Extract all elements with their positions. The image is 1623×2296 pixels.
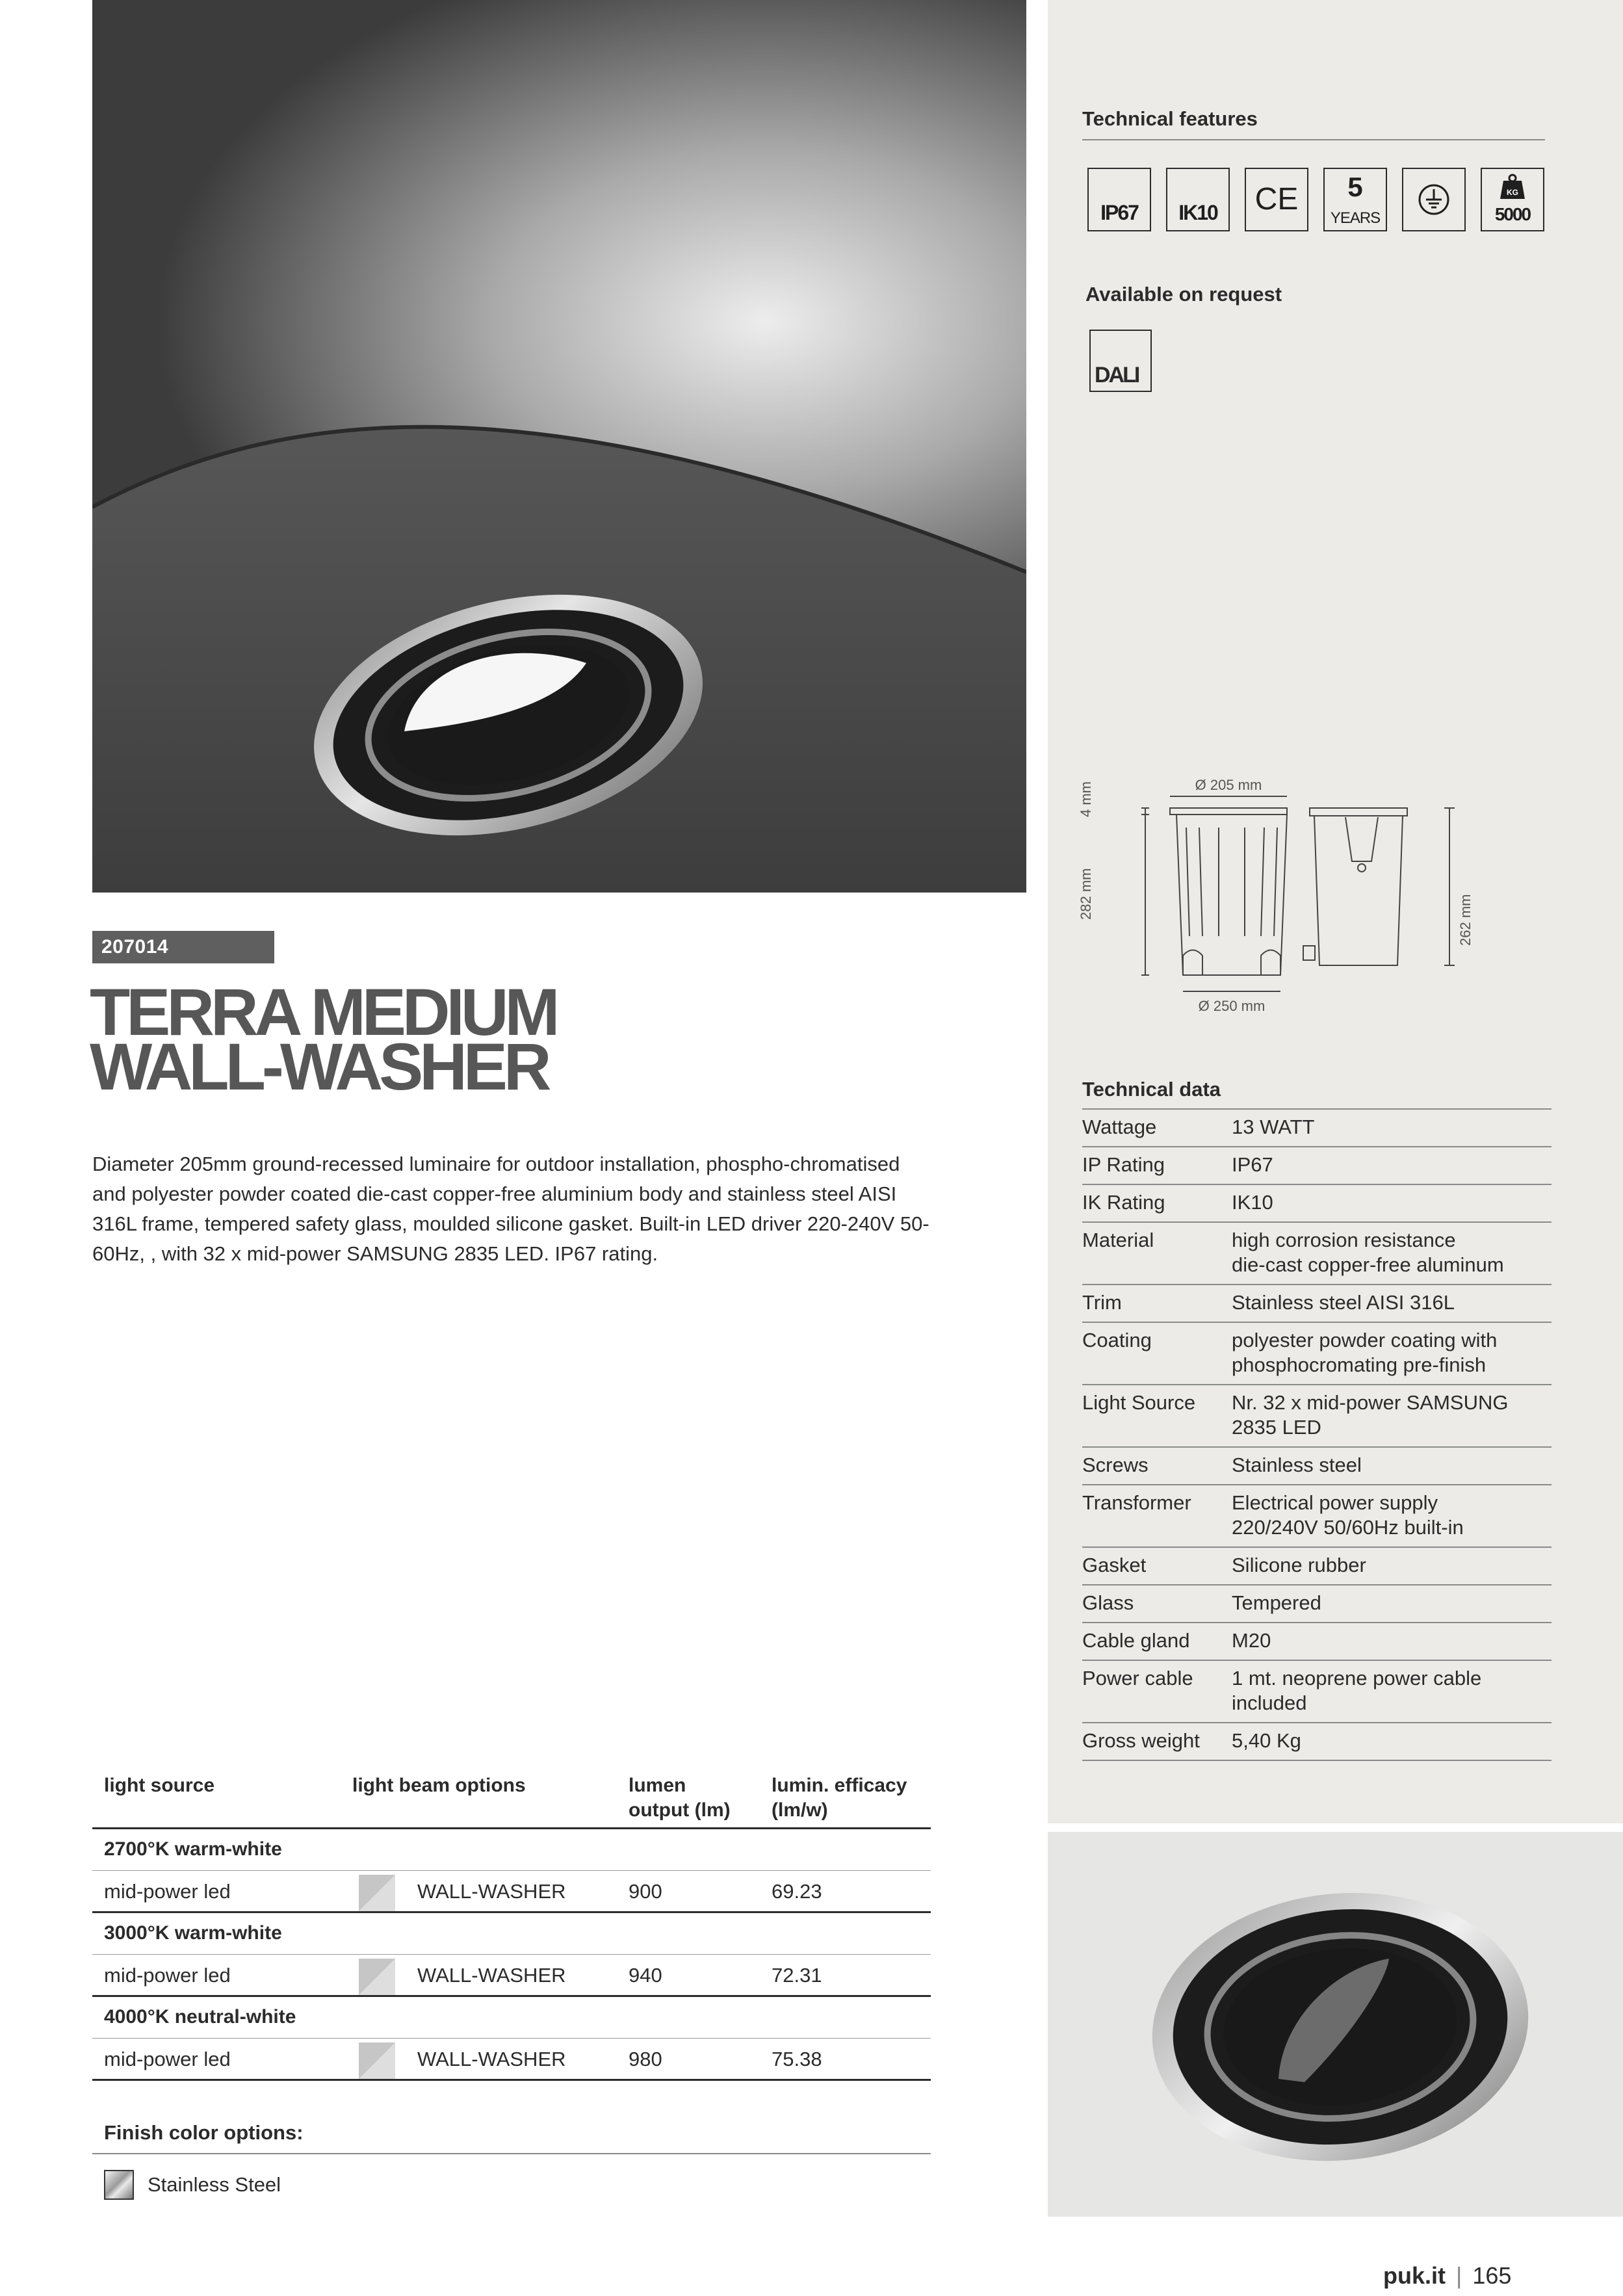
technical-data-table: [1082, 1108, 1552, 1761]
lumen-table-header: [92, 1767, 931, 1829]
header-lumen: lumen output (lm): [629, 1775, 731, 1821]
available-on-request-title: Available on request: [1085, 283, 1282, 306]
thumbnail-illustration: [1048, 1832, 1623, 2217]
warranty-icon: 5 YEARS: [1323, 168, 1387, 231]
finish-option-label: Stainless Steel: [148, 2173, 281, 2196]
technical-drawing: [1079, 770, 1495, 1017]
technical-data-row: Cable gland M20: [1082, 1622, 1552, 1660]
technical-data-row: IP Rating IP67: [1082, 1146, 1552, 1184]
technical-data-row: Trim Stainless steel AISI 316L: [1082, 1284, 1552, 1322]
technical-data-row: IK Rating IK10: [1082, 1184, 1552, 1221]
header-light-source: light source: [104, 1775, 215, 1796]
dim-frame-height: 4 mm: [1079, 781, 1094, 817]
table-row: mid-power led WALL-WASHER 980 75.38: [92, 2039, 931, 2081]
dim-body-height: 262 mm: [1457, 894, 1474, 946]
product-title-line-2: WALL-WASHER: [90, 1030, 548, 1104]
color-temperature-group: 3000°K warm-white: [92, 1913, 931, 1955]
dim-total-height: 282 mm: [1079, 868, 1094, 920]
stainless-steel-swatch: [104, 2170, 134, 2200]
page-number: 165: [1472, 2262, 1512, 2289]
finish-options-title: Finish color options:: [104, 2121, 304, 2144]
technical-data-row: Glass Tempered: [1082, 1584, 1552, 1622]
product-title: [90, 975, 556, 1104]
technical-data-row: Power cable 1 mt. neoprene power cable included: [1082, 1660, 1552, 1722]
dali-icon: DALI: [1089, 330, 1152, 392]
technical-features-title: Technical features: [1082, 107, 1258, 130]
color-temperature-group: 2700°K warm-white: [92, 1829, 931, 1871]
wall-washer-beam-icon: [359, 1875, 395, 1911]
luminaire-section-view: [1303, 808, 1455, 965]
color-temperature-group: 4000°K neutral-white: [92, 1997, 931, 2039]
ce-mark-icon: CE: [1245, 168, 1308, 231]
hero-photo-illustration: [92, 0, 1026, 893]
header-beam: light beam options: [352, 1775, 526, 1796]
technical-data-row: Wattage 13 WATT: [1082, 1108, 1552, 1146]
technical-data-row: Gross weight 5,40 Kg: [1082, 1722, 1552, 1761]
product-title-line-1: TERRA MEDIUM: [90, 975, 556, 1049]
technical-data-row: Coating polyester powder coating with phosphocromating pre-finish: [1082, 1322, 1552, 1384]
technical-data-row: Light Source Nr. 32 x mid-power SAMSUNG 2835 LED: [1082, 1384, 1552, 1446]
technical-data-row: Gasket Silicone rubber: [1082, 1546, 1552, 1584]
wall-washer-beam-icon: [359, 2042, 395, 2079]
technical-data-row: Material high corrosion resistance die-cast copper-free aluminum: [1082, 1221, 1552, 1284]
ik10-icon: IK10: [1166, 168, 1230, 231]
dim-top-diameter: Ø 205 mm: [1195, 777, 1262, 793]
table-row: mid-power led WALL-WASHER 900 69.23: [92, 1871, 931, 1913]
weight-kg-label: KG: [1507, 188, 1518, 197]
technical-data-row: Screws Stainless steel: [1082, 1446, 1552, 1484]
brand-link[interactable]: puk.it: [1383, 2262, 1446, 2289]
header-efficacy: lumin. efficacy (lm/w): [772, 1775, 907, 1821]
product-code-badge: 207014: [92, 931, 274, 963]
hero-product-photo: [92, 0, 1026, 893]
footer-separator: |: [1456, 2262, 1462, 2289]
table-row: mid-power led WALL-WASHER 940 72.31: [92, 1955, 931, 1997]
dim-bottom-diameter: Ø 250 mm: [1198, 998, 1266, 1014]
product-description: Diameter 205mm ground-recessed luminaire for outdoor installation, phospho-chromatised and polyester powder coated die-cast copper-free aluminium body and stainless steel AISI 316L frame, tempered safety glass, moulded silicone gasket. Built-in LED driver 220-240V 50-60Hz, , with 32 x mid-power SAMSUNG 2835 LED. IP67 rating.: [92, 1153, 929, 1265]
technical-data-title: Technical data: [1082, 1078, 1221, 1101]
technical-data-row: Transformer Electrical power supply 220/240V 50/60Hz built-in: [1082, 1484, 1552, 1546]
ip67-icon: IP67: [1087, 168, 1151, 231]
lumen-output-table: [92, 1767, 931, 2081]
page-footer: [1383, 2262, 1511, 2289]
weight-load-icon: KG 5000: [1481, 168, 1544, 231]
section-divider: [92, 2153, 931, 2154]
wall-washer-beam-icon: [359, 1959, 395, 1995]
luminaire-side-view: [1141, 796, 1287, 991]
class-1-earth-icon: [1402, 168, 1466, 231]
product-thumbnail-photo: [1048, 1832, 1623, 2217]
section-divider: [1082, 139, 1545, 140]
